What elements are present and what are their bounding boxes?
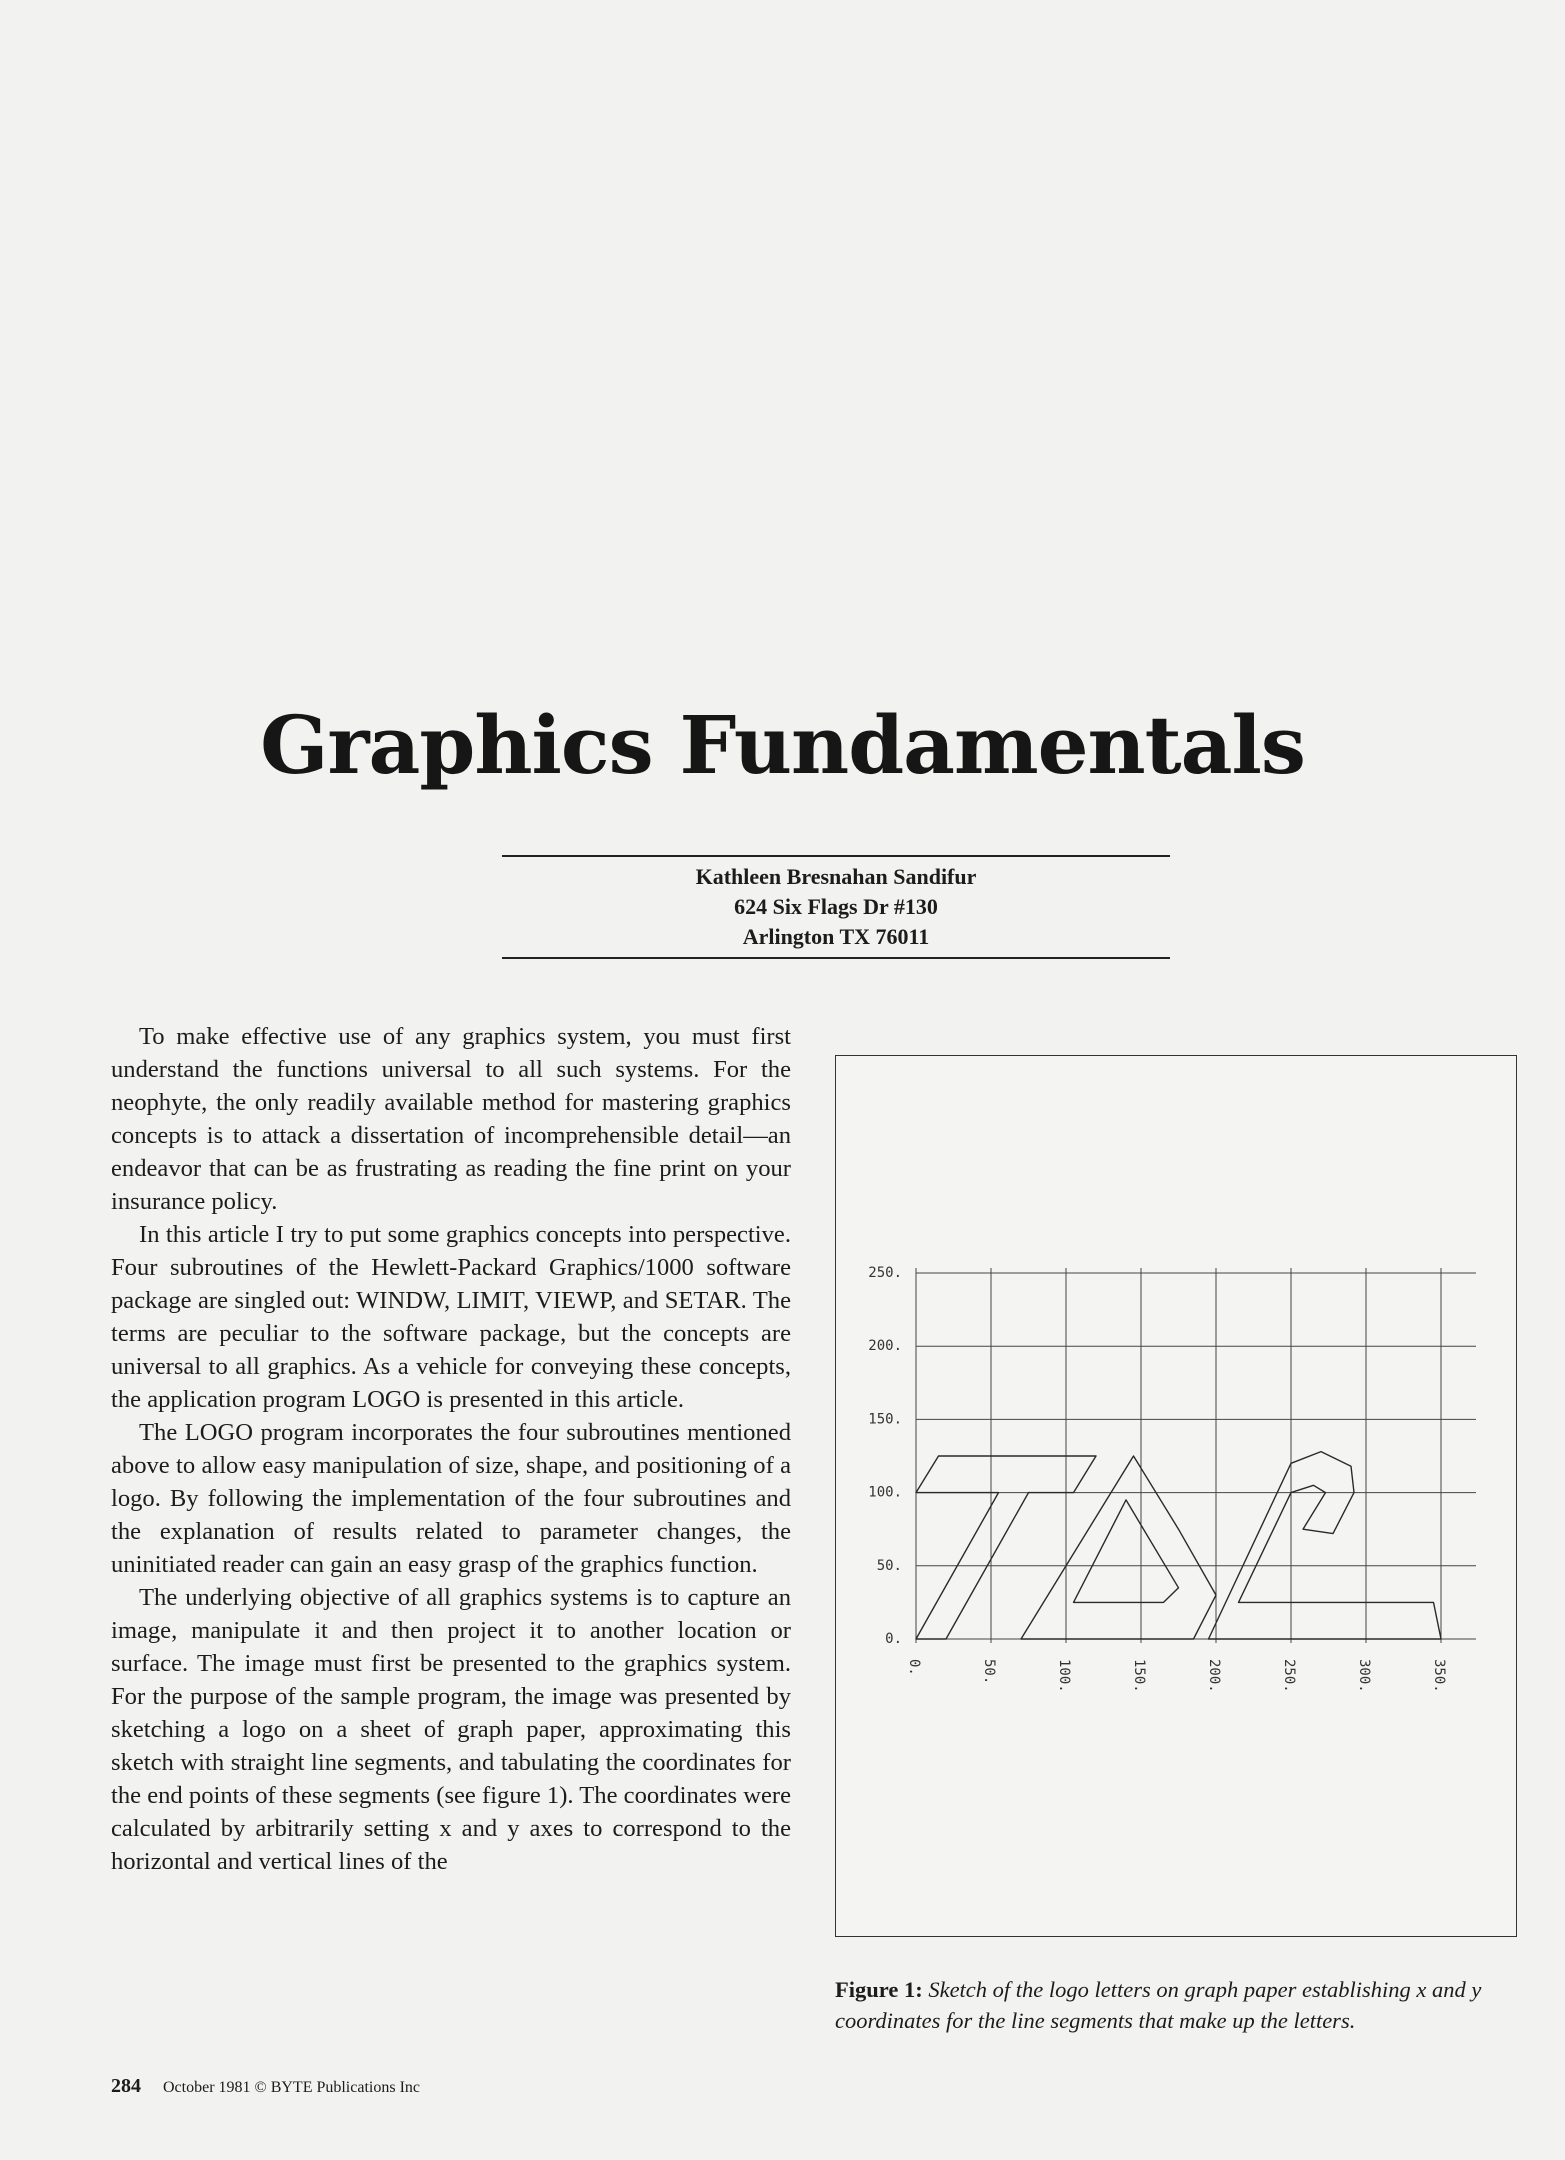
page-footer bbox=[111, 2075, 420, 2098]
y-tick-label: 150. bbox=[868, 1411, 902, 1428]
logo-letter-outline bbox=[916, 1456, 1096, 1639]
footer-text: October 1981 © BYTE Publications Inc bbox=[163, 2079, 420, 2096]
y-tick-label: 100. bbox=[868, 1484, 902, 1501]
y-tick-label: 50. bbox=[876, 1557, 902, 1574]
x-tick-label: 150. bbox=[1131, 1659, 1147, 1693]
paragraph: To make effective use of any graphics system, you must first understand the functions universal to all such systems. For the neophyte, the only readily available method for mastering graphics concepts is to attack a dissertation of incomprehensible detail—an endeavor that can be as frustrating as reading the fine print on your insurance policy. bbox=[111, 1023, 791, 1215]
author-address-line2: Arlington TX 76011 bbox=[742, 924, 930, 949]
logo-letter-outline bbox=[1074, 1500, 1179, 1603]
bottom-rule bbox=[502, 957, 1170, 959]
logo-sketch-chart bbox=[836, 1056, 1516, 1936]
author-name: Kathleen Bresnahan Sandifur bbox=[695, 864, 977, 889]
paragraph: In this article I try to put some graphics concepts into perspective. Four subroutines of the Hewlett-Packard Graphics/1000 software package are singled out: WINDW, LIMIT, VIEWP, and SETAR. The terms are peculiar to the software package, but the concepts are universal to all graphics. As a vehicle for conveying these concepts, the application program LOGO is presented in this article. bbox=[111, 1221, 791, 1413]
figure-1 bbox=[835, 1055, 1517, 1937]
x-tick-label: 250. bbox=[1281, 1659, 1297, 1693]
x-tick-label: 50. bbox=[981, 1659, 997, 1685]
x-tick-label: 0. bbox=[906, 1659, 922, 1676]
x-tick-label: 350. bbox=[1431, 1659, 1447, 1693]
article-title: Graphics Fundamentals bbox=[260, 698, 1305, 792]
figure-label: Figure 1: bbox=[835, 1977, 923, 2002]
figure-caption bbox=[835, 1974, 1515, 2036]
y-tick-label: 200. bbox=[868, 1338, 902, 1355]
byline bbox=[502, 862, 1170, 952]
logo-letter-outline bbox=[1209, 1452, 1442, 1639]
paragraph: The underlying objective of all graphics systems is to capture an image, manipulate it and then project it to another location or surface. The image must first be presented to the graphics system. For the purpose of the sample program, the image was presented by sketching a logo on a sheet of graph paper, approximating this sketch with straight line segments, and tabulating the coordinates for the end points of these segments (see figure 1). The coordinates were calculated by arbitrarily setting x and y axes to correspond to the horizontal and vertical lines of the bbox=[111, 1584, 791, 1875]
top-rule bbox=[502, 855, 1170, 857]
x-tick-label: 100. bbox=[1056, 1659, 1072, 1693]
logo-letter-outline bbox=[1021, 1456, 1216, 1639]
x-tick-label: 200. bbox=[1206, 1659, 1222, 1693]
page-number: 284 bbox=[111, 2075, 141, 2097]
paragraph: The LOGO program incorporates the four subroutines mentioned above to allow easy manipulation of size, shape, and positioning of a logo. By following the implementation of the four subroutines and the explanation of results related to parameter changes, the uninitiated reader can gain an easy grasp of the graphics function. bbox=[111, 1419, 791, 1578]
y-tick-label: 250. bbox=[868, 1265, 902, 1281]
x-tick-label: 300. bbox=[1356, 1659, 1372, 1693]
article-body bbox=[111, 1020, 791, 1878]
y-tick-label: 0. bbox=[885, 1631, 902, 1647]
author-address-line1: 624 Six Flags Dr #130 bbox=[734, 894, 938, 919]
figure-caption-text: Sketch of the logo letters on graph paper establishing x and y coordinates for the line segments that make up the letters. bbox=[835, 1977, 1482, 2033]
